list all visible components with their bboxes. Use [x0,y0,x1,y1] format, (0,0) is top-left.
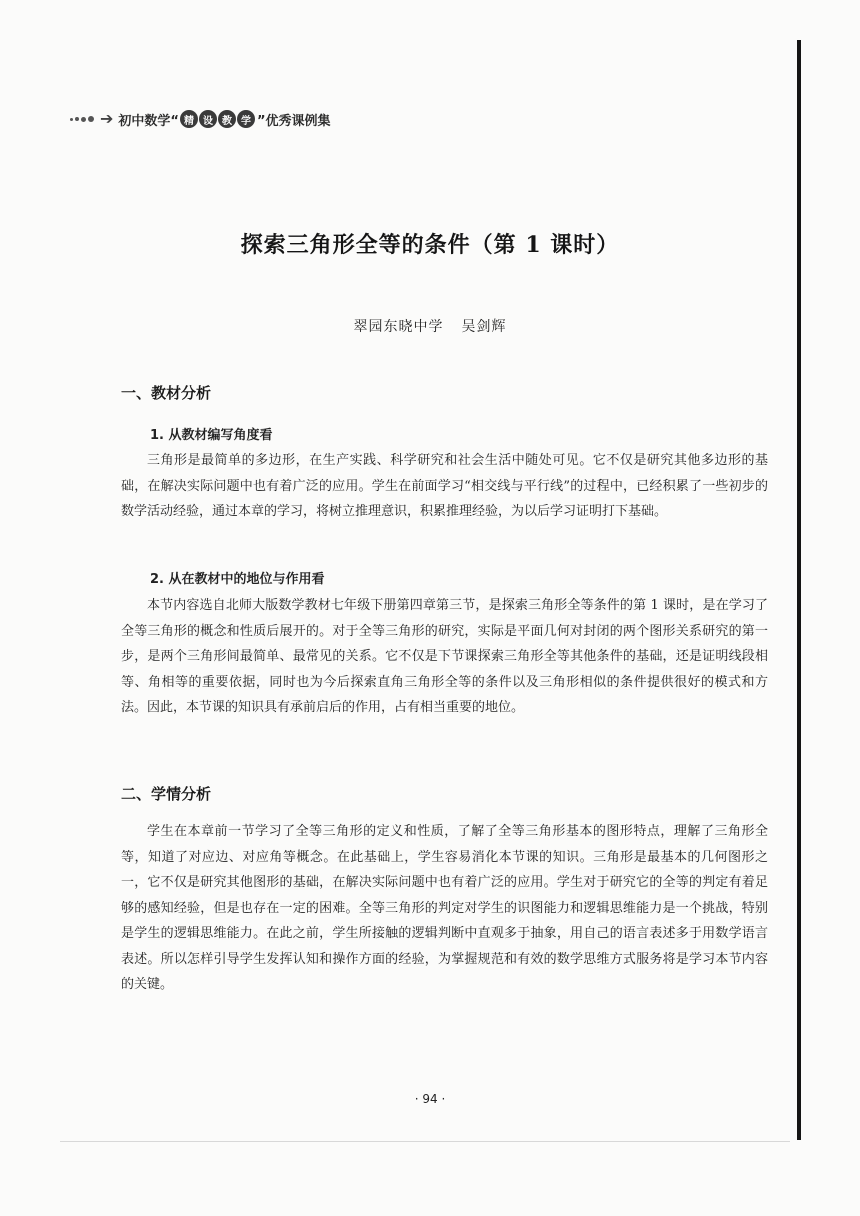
running-head-suffix: ”优秀课例集 [256,113,331,129]
paragraph: 本节内容选自北师大版数学教材七年级下册第四章第三节，是探索三角形全等条件的第 1 课时，是在学习了全等三角形的概念和性质后展开的。对于全等三角形的研究，实际是平面几何对封闭的两个图形关系研究的第一步，是两个三角形间最简单、最常见的关系。它不仅是下节课探索三角形全等其他条件的基础，还是证明线段相等、角相等的重要依据，同时也为今后探索直角三角形全等的条件以及三角形相似的条件提供很好的模式和方法。因此，本节课的知识具有承前启后的作用，占有相当重要的地位。 [121,598,768,715]
circled-char: 设 [199,110,217,128]
circled-char: 学 [237,110,255,128]
page-title: 探索三角形全等的条件（第 1 课时） [240,232,620,258]
author-name: 吴剑辉 [461,319,507,335]
author-line [0,316,860,336]
paragraph: 三角形是最简单的多边形，在生产实践、科学研究和社会生活中随处可见。它不仅是研究其他多边形的基础，在解决实际问题中也有着广泛的应用。学生在前面学习“相交线与平行线”的过程中，已经积累了一些初步的数学活动经验，通过本章的学习，将树立推理意识，积累推理经验，为以后学习证明打下基础。 [121,453,768,519]
circled-char: 精 [180,110,198,128]
paragraph: 学生在本章前一节学习了全等三角形的定义和性质，了解了全等三角形基本的图形特点，理解了三角形全等，知道了对应边、对应角等概念。在此基础上，学生容易消化本节课的知识。三角形是最基本的几何图形之一，它不仅是研究其他图形的基础，在解决实际问题中也有着广泛的应用。学生对于研究它的全等的判定有着足够的感知经验，但是也存在一定的困难。全等三角形的判定对学生的识图能力和逻辑思维能力是一个挑战，特别是学生的逻辑思维能力。在此之前，学生所接触的逻辑判断中直观多于抽象，用自己的语言表述多于用数学语言表述。所以怎样引导学生发挥认知和操作方面的经验，为掌握规范和有效的数学思维方式服务将是学习本节内容的关键。 [121,824,768,992]
running-head-prefix: 初中数学“ [118,113,179,129]
section-heading: 一、教材分析 [121,384,212,402]
dots-icon [70,116,96,122]
scan-bottom-line [60,1141,790,1142]
section-heading: 二、学情分析 [121,785,212,803]
running-head [70,108,331,130]
subsection-heading: 1. 从教材编写角度看 [150,428,273,443]
page-number: · 94 · [414,1092,446,1106]
circled-char: 教 [218,110,236,128]
author-school: 翠园东晓中学 [353,319,444,335]
arrow-right-icon: ➔ [100,109,114,128]
subsection-heading: 2. 从在教材中的地位与作用看 [150,572,325,587]
scan-edge-line [797,40,801,1140]
circled-title [180,110,256,128]
